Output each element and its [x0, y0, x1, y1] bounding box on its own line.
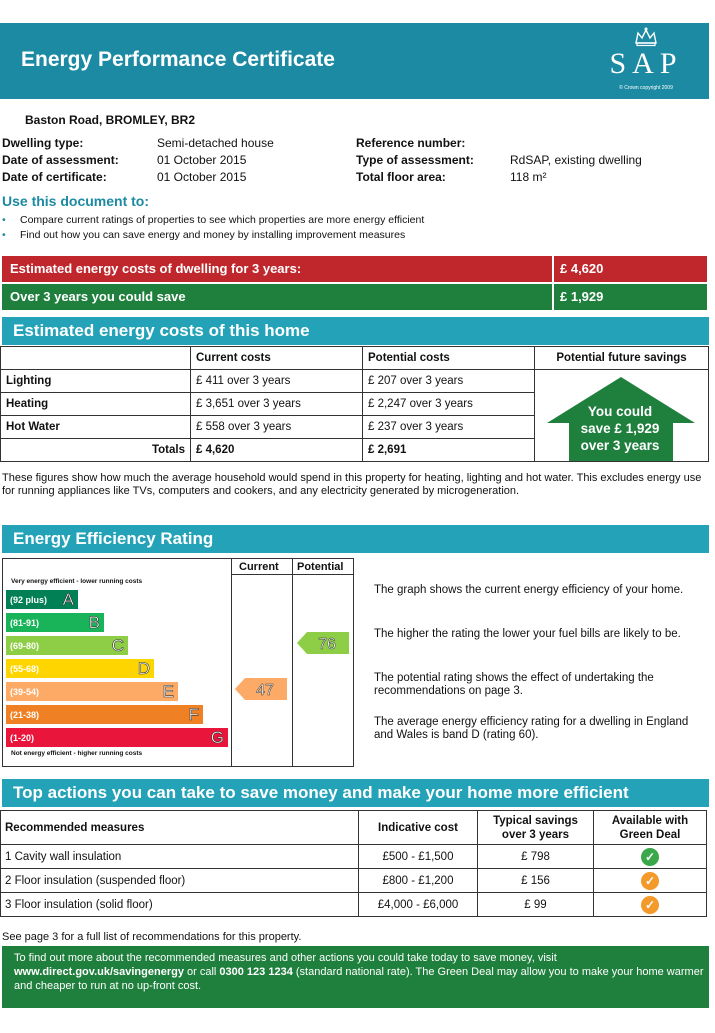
eer-section-heading: Energy Efficiency Rating [2, 525, 709, 553]
measures-table [0, 810, 707, 917]
savings-label: Over 3 years you could save [10, 289, 186, 304]
bullet-icon: • [2, 214, 6, 226]
savings-bar [2, 284, 707, 310]
table-row [1, 811, 707, 845]
list-item: • Find out how you can save energy and money by installing improvement measures [2, 229, 406, 241]
savings-arrow-text: You could save £ 1,929 over 3 years [580, 404, 660, 453]
phone-number: 0300 123 1234 [219, 966, 293, 978]
eer-band-a [6, 590, 78, 609]
dwelling-type-value: Semi-detached house [157, 136, 274, 150]
eer-band-e [6, 682, 178, 701]
band-range: (55-68) [10, 664, 40, 674]
future-savings-header: Potential future savings [535, 347, 709, 370]
band-range: (21-38) [10, 710, 40, 720]
sap-logo [596, 25, 696, 95]
savings-value: £ 1,929 [560, 289, 604, 304]
header-banner [0, 23, 709, 99]
cell-current: £ 411 over 3 years [191, 370, 363, 393]
measure-saving: £ 798 [478, 845, 594, 869]
row-label: Lighting [1, 370, 191, 393]
eer-text-1: The graph shows the current energy efficiency of your home. [374, 584, 684, 596]
savings-header: Typical savings over 3 years [478, 811, 594, 845]
costs-explanation: These figures show how much the average household would spend in this property for heating, lighting and hot water. This excludes energy use for running appliances like TVs, computers and cookers, and any electricity generated by microgeneration. [2, 472, 702, 497]
band-letter: F [188, 705, 199, 724]
costs-section-heading: Estimated energy costs of this home [2, 317, 709, 345]
current-costs-header: Current costs [191, 347, 363, 370]
date-assessment-value: 01 October 2015 [157, 153, 247, 167]
eer-band-d [6, 659, 154, 678]
potential-costs-header: Potential costs [363, 347, 535, 370]
table-row [1, 347, 709, 370]
measure-saving: £ 156 [478, 869, 594, 893]
date-certificate-label: Date of certificate: [2, 170, 107, 184]
band-letter: G [210, 728, 224, 747]
totals-label: Totals [1, 439, 191, 462]
eer-text-2: The higher the rating the lower your fuel bills are likely to be. [374, 628, 681, 640]
table-row [1, 845, 707, 869]
band-letter: D [137, 659, 150, 678]
details-block [2, 136, 707, 186]
date-assessment-label: Date of assessment: [2, 153, 119, 167]
band-letter: C [111, 636, 124, 655]
eer-chart [2, 558, 354, 767]
measure-name: 3 Floor insulation (solid floor) [1, 893, 359, 917]
cell-potential: £ 2,247 over 3 years [363, 393, 535, 416]
logo-text: SAP [609, 47, 683, 80]
measure-name: 2 Floor insulation (suspended floor) [1, 869, 359, 893]
row-label: Hot Water [1, 416, 191, 439]
measures-header: Recommended measures [1, 811, 359, 845]
check-icon: ✓ [641, 896, 659, 914]
bullet-icon: • [2, 229, 6, 241]
potential-rating-arrow [297, 632, 349, 654]
eer-bottom-note: Not energy efficient - higher running costs [11, 750, 143, 757]
savingenergy-link[interactable]: www.direct.gov.uk/savingenergy [14, 966, 184, 978]
logo-copyright: © Crown copyright 2009 [619, 85, 673, 91]
band-range: (39-54) [10, 687, 40, 697]
band-letter: A [62, 590, 74, 609]
totals-potential: £ 2,691 [363, 439, 535, 462]
cell-potential: £ 237 over 3 years [363, 416, 535, 439]
use-document-title: Use this document to: [2, 193, 150, 209]
eer-text-4: The average energy efficiency rating for a dwelling in England and Wales is band D (rating 60). [374, 716, 689, 741]
measure-cost: £4,000 - £6,000 [359, 893, 478, 917]
estimated-cost-value: £ 4,620 [560, 261, 604, 276]
table-row [1, 869, 707, 893]
band-range: (92 plus) [10, 595, 48, 605]
see-page-note: See page 3 for a full list of recommendations for this property. [2, 931, 302, 943]
date-certificate-value: 01 October 2015 [157, 170, 247, 184]
footer-banner: To find out more about the recommended measures and other actions you could take today to save money, visit www.direct.gov.uk/savingenergy or call 0300 123 1234 (standard national rate). The Green Deal may allow you to make your home warmer and cheaper to run at no up-front cost. [2, 946, 709, 1008]
measure-name: 1 Cavity wall insulation [1, 845, 359, 869]
table-row [1, 893, 707, 917]
estimated-cost-bar [2, 256, 707, 282]
band-letter: E [162, 682, 174, 701]
use-document-list [2, 214, 424, 244]
check-icon: ✓ [641, 848, 659, 866]
green-deal-header: Available with Green Deal [594, 811, 707, 845]
eer-band-b [6, 613, 104, 632]
cell-potential: £ 207 over 3 years [363, 370, 535, 393]
band-range: (69-80) [10, 641, 40, 651]
eer-band-c [6, 636, 128, 655]
page-title: Energy Performance Certificate [21, 48, 335, 71]
totals-current: £ 4,620 [191, 439, 363, 462]
band-range: (1-20) [10, 733, 35, 743]
current-rating-value: 47 [256, 682, 274, 699]
check-icon: ✓ [641, 872, 659, 890]
eer-band-f [6, 705, 203, 724]
measure-saving: £ 99 [478, 893, 594, 917]
measure-cost: £800 - £1,200 [359, 869, 478, 893]
eer-top-note: Very energy efficient - lower running costs [11, 578, 143, 585]
crown-icon [634, 27, 658, 47]
assessment-type-value: RdSAP, existing dwelling [510, 153, 642, 167]
estimated-cost-label: Estimated energy costs of dwelling for 3 years: [10, 261, 302, 276]
property-address: Baston Road, BROMLEY, BR2 [25, 113, 196, 127]
row-label: Heating [1, 393, 191, 416]
potential-rating-value: 76 [318, 636, 336, 653]
cost-header: Indicative cost [359, 811, 478, 845]
list-item: • Compare current ratings of properties to see which properties are more energy efficient [2, 214, 425, 226]
dwelling-type-label: Dwelling type: [2, 136, 84, 150]
eer-band-g [6, 728, 228, 747]
cell-current: £ 3,651 over 3 years [191, 393, 363, 416]
reference-label: Reference number: [356, 136, 466, 150]
cell-current: £ 558 over 3 years [191, 416, 363, 439]
eer-text-3: The potential rating shows the effect of undertaking the recommendations on page 3. [374, 672, 654, 697]
band-letter: B [88, 613, 100, 632]
measure-cost: £500 - £1,500 [359, 845, 478, 869]
actions-section-heading: Top actions you can take to save money and make your home more efficient [2, 779, 709, 807]
floor-area-value: 118 m² [510, 170, 547, 184]
band-range: (81-91) [10, 618, 40, 628]
current-rating-arrow [235, 678, 287, 700]
current-column-header: Current [239, 561, 279, 573]
floor-area-label: Total floor area: [356, 170, 446, 184]
potential-column-header: Potential [297, 561, 344, 573]
assessment-type-label: Type of assessment: [356, 153, 474, 167]
